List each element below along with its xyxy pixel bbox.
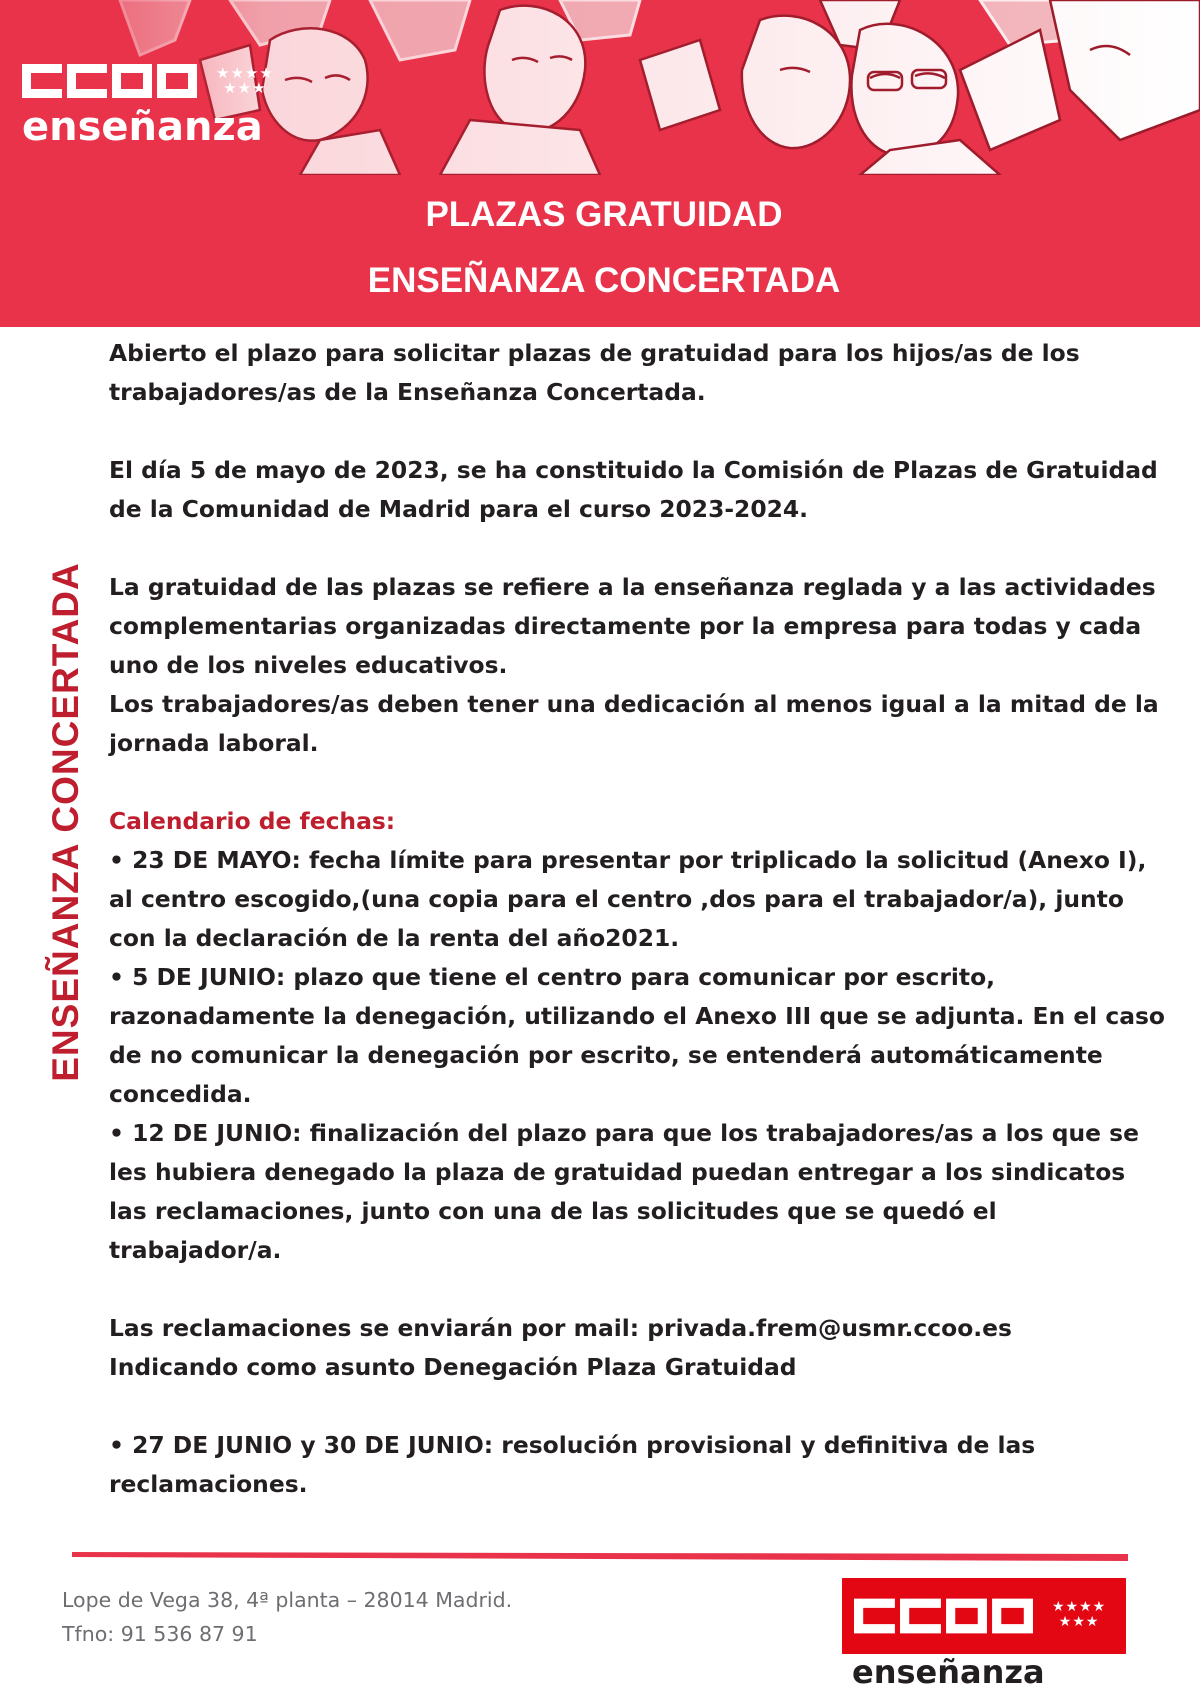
calendar-heading: Calendario de fechas: — [109, 807, 396, 835]
calendar-item: • 23 DE MAYO: fecha límite para presentar por triplicado la solicitud (Anexo I), al centro escogido,(una copia para el centro ,dos para el trabajador/a), junto con la declaración de la renta del año2021. — [109, 846, 1147, 952]
logo-word: enseñanza — [22, 104, 263, 150]
phone-line: Tfno: 91 536 87 91 — [62, 1622, 258, 1646]
stars-icon: ★★★★ ★★★ — [1052, 1599, 1107, 1630]
ccoo-logo — [22, 64, 274, 98]
mail-line: Las reclamaciones se enviarán por mail: privada.frem@usmr.ccoo.es — [109, 1314, 1012, 1342]
header-banner — [0, 0, 1200, 327]
ccoo-wordmark-icon — [22, 64, 198, 98]
address-block — [62, 1583, 512, 1651]
calendar-item: • 12 DE JUNIO: finalización del plazo para que los trabajadores/as a los que se les hubiera denegado la plaza de gratuidad puedan entregar a los sindicatos las reclamaciones, junto con una de las solicitudes que se quedó el trabajador/a. — [109, 1119, 1139, 1264]
subject-line: Indicando como asunto Denegación Plaza Gratuidad — [109, 1353, 797, 1381]
paragraph-gratuity: La gratuidad de las plazas se refiere a la enseñanza reglada y a las actividades complementarias organizadas directamente por la empresa para todas y cada uno de los niveles educativos. — [109, 573, 1156, 679]
paragraph-intro: Abierto el plazo para solicitar plazas de gratuidad para los hijos/as de los trabajadores/as de la Enseñanza Concertada. — [109, 339, 1080, 406]
footer-logo — [842, 1578, 1126, 1654]
ccoo-wordmark-icon — [854, 1598, 1034, 1634]
footer-divider — [72, 1548, 1128, 1562]
side-label: ENSEÑANZA CONCERTADA — [45, 562, 86, 1082]
main-content — [109, 334, 1169, 1504]
address-line: Lope de Vega 38, 4ª planta – 28014 Madrid. — [62, 1588, 513, 1612]
paragraph-commission: El día 5 de mayo de 2023, se ha constituido la Comisión de Plazas de Gratuidad de la Comunidad de Madrid para el curso 2023-2024. — [109, 456, 1158, 523]
footer-logo-word: enseñanza — [852, 1653, 1045, 1691]
calendar-item: • 5 DE JUNIO: plazo que tiene el centro para comunicar por escrito, razonadamente la denegación, utilizando el Anexo III que se adjunta. En el caso de no comunicar la denegación por escrito, se entenderá automáticamente concedida. — [109, 963, 1165, 1108]
stars-icon: ★★★★ ★★★ — [216, 64, 274, 97]
title-line-1: PLAZAS GRATUIDAD — [425, 195, 783, 234]
paragraph-workers: Los trabajadores/as deben tener una dedicación al menos igual a la mitad de la jornada laboral. — [109, 690, 1159, 757]
title-line-2: ENSEÑANZA CONCERTADA — [367, 261, 841, 300]
calendar-item-final: • 27 DE JUNIO y 30 DE JUNIO: resolución provisional y definitiva de las reclamaciones. — [109, 1431, 1036, 1498]
page-title — [300, 182, 908, 314]
